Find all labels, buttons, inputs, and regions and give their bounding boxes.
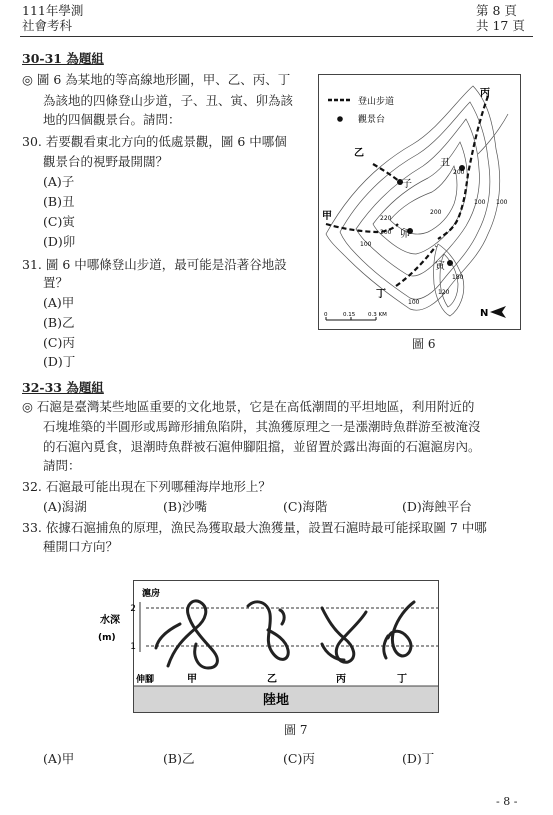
scale-label: 0.15 (343, 312, 356, 318)
shape-label-yi: 乙 (267, 674, 277, 685)
intro-line: 的石滬內覓食，退潮時魚群被石滬伸腳阻擋，並留置於露出海面的石滬滬房內。 (43, 439, 481, 454)
contour-label: 120 (438, 289, 450, 296)
option-31-a: (A)甲 (43, 295, 75, 310)
label-fish-house: 滬房 (142, 589, 161, 599)
shape-label-jia: 甲 (187, 674, 197, 685)
question-30-text: 觀景台的視野最開闊？ (43, 154, 169, 169)
figure-6-caption: 圖 6 (412, 337, 436, 351)
option-32-b: (B)沙嘴 (163, 499, 207, 514)
question-31-text: 置？ (43, 275, 69, 290)
scale-label: 0.3 KM (368, 312, 387, 318)
contour-label: 200 (453, 169, 465, 176)
legend-point-dot (337, 116, 343, 122)
land-label: 陸地 (262, 693, 290, 708)
contour-label: 200 (430, 209, 442, 216)
contour-label: 100 (360, 241, 372, 248)
option-32-d: (D)海蝕平台 (402, 499, 472, 514)
group-30-31-title: 30-31 為題組 (22, 51, 104, 66)
contour-label: 200 (380, 229, 392, 236)
option-33-d: (D)丁 (402, 751, 435, 766)
exam-title: 111年學測 (22, 3, 84, 18)
shape-label-bing: 丙 (336, 674, 346, 685)
intro-line: 為該地的四條登山步道，子、丑、寅、卯為該 (43, 93, 294, 108)
scale-label: 0 (324, 312, 328, 318)
point-label-zi: 子 (402, 179, 412, 190)
question-30-text: 30. 若要觀看東北方向的低處景觀，圖 6 中哪個 (22, 134, 287, 149)
depth-tick-1: 1 (130, 642, 136, 652)
option-32-c: (C)海階 (283, 499, 328, 514)
contour-label: 180 (452, 274, 464, 281)
figure-6-contour-map (318, 74, 521, 330)
question-31-text: 31. 圖 6 中哪條登山步道，最可能是沿著谷地設 (22, 257, 287, 272)
axis-unit: (m) (98, 633, 116, 643)
contour-label: 100 (474, 199, 486, 206)
trail-label-jia: 甲 (322, 211, 332, 222)
intro-line: 石塊堆築的半圓形或馬蹄形捕魚陷阱，其漁獲原理之一是漲潮時魚群游至被淹沒 (43, 419, 481, 434)
option-32-a: (A)潟湖 (43, 499, 87, 514)
subject-title: 社會考科 (22, 18, 73, 33)
contour-label: 220 (380, 215, 392, 222)
point-label-chou: 丑 (440, 158, 450, 169)
contour-label: 100 (408, 299, 420, 306)
question-33-text: 33. 依據石滬捕魚的原理，漁民為獲取最大漁獲量，設置石滬時最可能採取圖 7 中哪 (22, 520, 487, 535)
option-30-c: (C)寅 (43, 214, 75, 229)
header-rule (20, 36, 533, 37)
intro-line: ◎ 石滬是臺灣某些地區重要的文化地景，它是在高低潮間的平坦地區，利用附近的 (22, 399, 475, 414)
intro-line: ◎ 圖 6 為某地的等高線地形圖，甲、乙、丙、丁 (22, 72, 291, 87)
contour-label: 100 (496, 199, 508, 206)
legend-point-label: 觀景台 (358, 115, 386, 125)
option-30-d: (D)卯 (43, 234, 76, 249)
total-pages: 共 17 頁 (476, 18, 525, 33)
trail-label-yi: 乙 (354, 148, 364, 159)
intro-line: 請問： (43, 458, 81, 473)
point-label-mao: 卯 (400, 229, 410, 240)
page-footer-number: - 8 - (496, 795, 518, 808)
north-label: N (480, 308, 489, 319)
option-33-a: (A)甲 (43, 751, 75, 766)
figure-7-diagram (96, 578, 441, 716)
option-33-c: (C)丙 (283, 751, 315, 766)
question-33-text: 種開口方向？ (43, 539, 119, 554)
figure-6-frame (319, 75, 521, 330)
legend-trail-label: 登山步道 (358, 97, 395, 107)
group-32-33-title: 32-33 為題組 (22, 380, 104, 395)
option-33-b: (B)乙 (163, 751, 195, 766)
axis-label: 水深 (100, 615, 120, 626)
label-leg: 伸腳 (136, 675, 155, 685)
option-31-d: (D)丁 (43, 354, 76, 369)
option-30-a: (A)子 (43, 174, 75, 189)
point-label-yin: 寅 (435, 261, 445, 272)
intro-line: 地的四個觀景台。請問： (43, 112, 181, 127)
figure-7-caption: 圖 7 (284, 723, 308, 737)
question-32-text: 32. 石滬最可能出現在下列哪種海岸地形上？ (22, 479, 271, 494)
page-number: 第 8 頁 (476, 3, 517, 18)
trail-label-bing: 丙 (480, 88, 490, 99)
depth-tick-2: 2 (130, 604, 136, 614)
option-30-b: (B)丑 (43, 194, 75, 209)
option-31-b: (B)乙 (43, 315, 75, 330)
option-31-c: (C)丙 (43, 335, 75, 350)
shape-label-ding: 丁 (397, 674, 407, 685)
viewpoint-yin (447, 260, 453, 266)
trail-label-ding: 丁 (376, 289, 386, 300)
